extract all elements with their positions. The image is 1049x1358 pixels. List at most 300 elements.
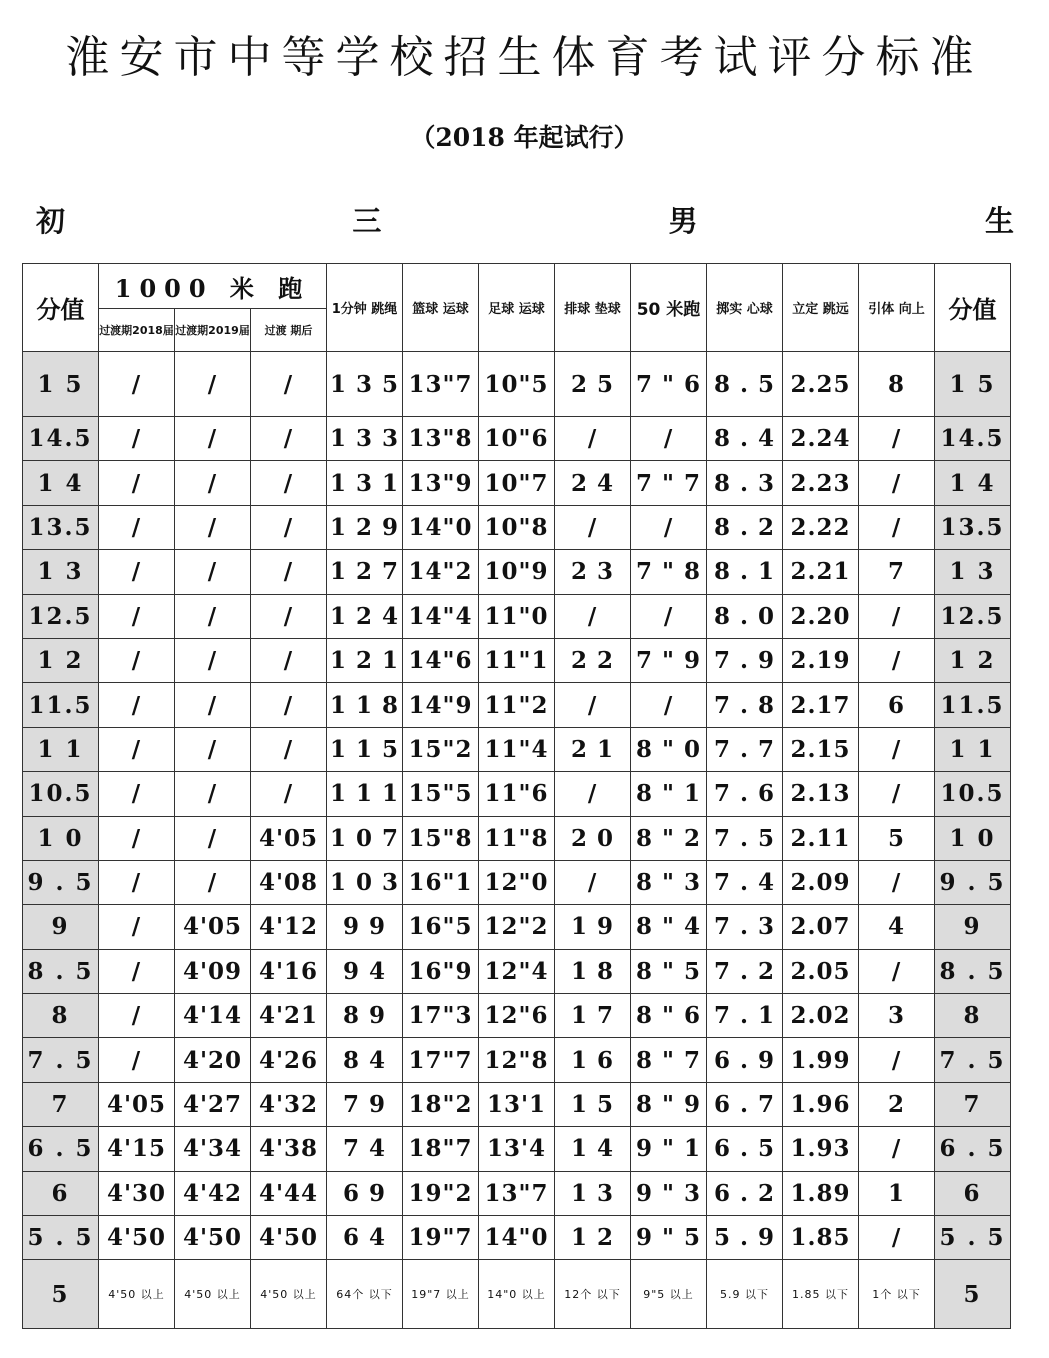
value-cell: / [99, 816, 175, 860]
header-volleyball-pass: 排球 垫球 [555, 264, 631, 352]
table-row [23, 994, 1011, 1038]
score-cell: 6 . 5 [935, 1127, 1011, 1171]
value-cell: 1 3 5 [327, 352, 403, 417]
value-cell: / [859, 727, 935, 771]
value-cell: 1 [859, 1171, 935, 1215]
value-cell: / [859, 638, 935, 682]
value-cell: 1 3 3 [327, 417, 403, 461]
header-football-dribble: 足球 运球 [479, 264, 555, 352]
header-rope-skipping: 1分钟 跳绳 [327, 264, 403, 352]
score-cell: 6 . 5 [23, 1127, 99, 1171]
category-char: 三 [352, 203, 382, 238]
score-cell: 9 [935, 905, 1011, 949]
value-cell: 12个 以下 [555, 1260, 631, 1329]
value-cell: 13'1 [479, 1082, 555, 1126]
value-cell: 14"0 以上 [479, 1260, 555, 1329]
value-cell: 1.96 [783, 1082, 859, 1126]
value-cell: / [99, 417, 175, 461]
value-cell: 17"7 [403, 1038, 479, 1082]
value-cell: 2.25 [783, 352, 859, 417]
value-cell: / [555, 683, 631, 727]
value-cell: / [251, 417, 327, 461]
table-row [23, 1216, 1011, 1260]
table-row [23, 727, 1011, 771]
score-cell: 11.5 [23, 683, 99, 727]
value-cell: 7 . 4 [707, 860, 783, 904]
value-cell: 6 . 2 [707, 1171, 783, 1215]
score-cell: 1 0 [935, 816, 1011, 860]
value-cell: 4'20 [175, 1038, 251, 1082]
value-cell: / [99, 994, 175, 1038]
value-cell: 1个 以下 [859, 1260, 935, 1329]
value-cell: 2.21 [783, 550, 859, 594]
value-cell: 2.02 [783, 994, 859, 1038]
value-cell: 2.05 [783, 949, 859, 993]
value-cell: 1 6 [555, 1038, 631, 1082]
value-cell: / [175, 860, 251, 904]
table-row [23, 949, 1011, 993]
table-row [23, 550, 1011, 594]
value-cell: 2.24 [783, 417, 859, 461]
value-cell: / [251, 683, 327, 727]
value-cell: 12"0 [479, 860, 555, 904]
value-cell: 7 " 9 [631, 638, 707, 682]
value-cell: 1 9 [555, 905, 631, 949]
value-cell: 1 2 4 [327, 594, 403, 638]
value-cell: / [175, 683, 251, 727]
table-row [23, 1127, 1011, 1171]
value-cell: / [251, 505, 327, 549]
value-cell: 19"7 [403, 1216, 479, 1260]
value-cell: 2 4 [555, 461, 631, 505]
value-cell: 4'14 [175, 994, 251, 1038]
score-cell: 5 . 5 [935, 1216, 1011, 1260]
header-transition-2018: 过渡期2018届 [99, 309, 175, 352]
value-cell: / [555, 860, 631, 904]
value-cell: 1.99 [783, 1038, 859, 1082]
value-cell: 8 " 9 [631, 1082, 707, 1126]
score-cell: 1 3 [23, 550, 99, 594]
value-cell: 8 " 5 [631, 949, 707, 993]
value-cell: / [859, 505, 935, 549]
value-cell: 6 [859, 683, 935, 727]
value-cell: 1 4 [555, 1127, 631, 1171]
value-cell: 1 1 5 [327, 727, 403, 771]
value-cell: 4'30 [99, 1171, 175, 1215]
header-medicine-ball: 掷实 心球 [707, 264, 783, 352]
value-cell: 9 4 [327, 949, 403, 993]
header-score-left: 分值 [23, 264, 99, 352]
value-cell: 4'42 [175, 1171, 251, 1215]
value-cell: 14"6 [403, 638, 479, 682]
score-cell: 1 5 [23, 352, 99, 417]
score-cell: 1 2 [23, 638, 99, 682]
value-cell: / [251, 638, 327, 682]
value-cell: 1.85 以下 [783, 1260, 859, 1329]
value-cell: / [175, 594, 251, 638]
value-cell: 7 . 7 [707, 727, 783, 771]
value-cell: 12"4 [479, 949, 555, 993]
value-cell: 1.93 [783, 1127, 859, 1171]
value-cell: / [251, 594, 327, 638]
value-cell: / [859, 594, 935, 638]
value-cell: 7 . 1 [707, 994, 783, 1038]
table-row [23, 417, 1011, 461]
value-cell: 2.22 [783, 505, 859, 549]
value-cell: 7 . 2 [707, 949, 783, 993]
value-cell: 2 2 [555, 638, 631, 682]
value-cell: 2 1 [555, 727, 631, 771]
value-cell: 4'05 [99, 1082, 175, 1126]
score-cell: 7 . 5 [935, 1038, 1011, 1082]
score-cell: 8 . 5 [935, 949, 1011, 993]
value-cell: 2.13 [783, 772, 859, 816]
value-cell: 10"5 [479, 352, 555, 417]
score-cell: 5 [935, 1260, 1011, 1329]
value-cell: 4'50 以上 [251, 1260, 327, 1329]
value-cell: 4'21 [251, 994, 327, 1038]
score-cell: 1 0 [23, 816, 99, 860]
value-cell: / [99, 683, 175, 727]
value-cell: / [99, 638, 175, 682]
value-cell: 2 0 [555, 816, 631, 860]
value-cell: 8 [859, 352, 935, 417]
value-cell: 7 " 8 [631, 550, 707, 594]
value-cell: 2 5 [555, 352, 631, 417]
value-cell: 64个 以下 [327, 1260, 403, 1329]
value-cell: / [175, 550, 251, 594]
header-pull-ups: 引体 向上 [859, 264, 935, 352]
value-cell: / [555, 417, 631, 461]
value-cell: 2 [859, 1082, 935, 1126]
score-cell: 9 . 5 [935, 860, 1011, 904]
header-basketball-dribble: 篮球 运球 [403, 264, 479, 352]
value-cell: 10"6 [479, 417, 555, 461]
value-cell: 1.85 [783, 1216, 859, 1260]
header-standing-jump: 立定 跳远 [783, 264, 859, 352]
value-cell: 2.23 [783, 461, 859, 505]
value-cell: 8 4 [327, 1038, 403, 1082]
value-cell: 4'34 [175, 1127, 251, 1171]
value-cell: 7 [859, 550, 935, 594]
value-cell: / [99, 949, 175, 993]
value-cell: 1 2 7 [327, 550, 403, 594]
value-cell: 12"2 [479, 905, 555, 949]
value-cell: 4'50 以上 [99, 1260, 175, 1329]
value-cell: / [175, 417, 251, 461]
value-cell: 16"5 [403, 905, 479, 949]
value-cell: 10"9 [479, 550, 555, 594]
table-row [23, 352, 1011, 417]
value-cell: 8 " 1 [631, 772, 707, 816]
value-cell: / [175, 461, 251, 505]
table-row [23, 1171, 1011, 1215]
value-cell: / [251, 727, 327, 771]
value-cell: / [631, 417, 707, 461]
value-cell: 8 " 7 [631, 1038, 707, 1082]
score-cell: 1 5 [935, 352, 1011, 417]
value-cell: 11"8 [479, 816, 555, 860]
table-row [23, 505, 1011, 549]
value-cell: 8 . 3 [707, 461, 783, 505]
value-cell: 14"0 [479, 1216, 555, 1260]
value-cell: 3 [859, 994, 935, 1038]
value-cell: 9"5 以上 [631, 1260, 707, 1329]
value-cell: / [251, 352, 327, 417]
value-cell: 16"1 [403, 860, 479, 904]
value-cell: 11"2 [479, 683, 555, 727]
table-row [23, 638, 1011, 682]
category-char: 初 [36, 203, 66, 238]
value-cell: 2.09 [783, 860, 859, 904]
value-cell: 14"0 [403, 505, 479, 549]
value-cell: 1.89 [783, 1171, 859, 1215]
value-cell: / [175, 772, 251, 816]
table-row [23, 461, 1011, 505]
score-cell: 5 [23, 1260, 99, 1329]
value-cell: 8 " 0 [631, 727, 707, 771]
value-cell: 7 . 8 [707, 683, 783, 727]
category-char: 生 [984, 203, 1014, 238]
value-cell: / [859, 1216, 935, 1260]
value-cell: / [99, 772, 175, 816]
value-cell: 15"8 [403, 816, 479, 860]
value-cell: 2.07 [783, 905, 859, 949]
value-cell: 10"7 [479, 461, 555, 505]
value-cell: 1 1 8 [327, 683, 403, 727]
header-50m-run: 50 米跑 [631, 264, 707, 352]
value-cell: 4'08 [251, 860, 327, 904]
value-cell: 6 . 7 [707, 1082, 783, 1126]
value-cell: 8 " 4 [631, 905, 707, 949]
value-cell: 13"8 [403, 417, 479, 461]
value-cell: 1 3 [555, 1171, 631, 1215]
score-cell: 1 1 [935, 727, 1011, 771]
value-cell: 8 . 5 [707, 352, 783, 417]
value-cell: 2.11 [783, 816, 859, 860]
score-cell: 9 . 5 [23, 860, 99, 904]
value-cell: / [631, 594, 707, 638]
value-cell: 11"4 [479, 727, 555, 771]
score-cell: 7 [23, 1082, 99, 1126]
score-cell: 1 2 [935, 638, 1011, 682]
category-char: 男 [668, 203, 698, 238]
value-cell: / [859, 461, 935, 505]
page-subtitle: （2018 年起试行） [410, 123, 639, 152]
value-cell: 1 2 1 [327, 638, 403, 682]
value-cell: 11"0 [479, 594, 555, 638]
value-cell: 4'50 以上 [175, 1260, 251, 1329]
value-cell: 4 [859, 905, 935, 949]
value-cell: 4'32 [251, 1082, 327, 1126]
header-transition-2019: 过渡期2019届 [175, 309, 251, 352]
value-cell: / [631, 505, 707, 549]
score-cell: 8 [935, 994, 1011, 1038]
value-cell: 4'16 [251, 949, 327, 993]
value-cell: / [859, 1038, 935, 1082]
value-cell: 7 . 3 [707, 905, 783, 949]
table-row [23, 860, 1011, 904]
table-row [23, 816, 1011, 860]
value-cell: 1 7 [555, 994, 631, 1038]
value-cell: 1 2 [555, 1216, 631, 1260]
value-cell: 14"9 [403, 683, 479, 727]
value-cell: 1 3 1 [327, 461, 403, 505]
value-cell: 8 . 2 [707, 505, 783, 549]
value-cell: 6 9 [327, 1171, 403, 1215]
score-cell: 8 [23, 994, 99, 1038]
value-cell: 9 " 3 [631, 1171, 707, 1215]
value-cell: 4'44 [251, 1171, 327, 1215]
table-row [23, 1082, 1011, 1126]
value-cell: 2 3 [555, 550, 631, 594]
value-cell: / [555, 594, 631, 638]
value-cell: / [251, 772, 327, 816]
value-cell: / [99, 505, 175, 549]
category-heading [36, 196, 1014, 242]
value-cell: 1 1 1 [327, 772, 403, 816]
value-cell: 4'27 [175, 1082, 251, 1126]
score-cell: 10.5 [23, 772, 99, 816]
value-cell: 13"9 [403, 461, 479, 505]
header-score-right: 分值 [935, 264, 1011, 352]
value-cell: 2.15 [783, 727, 859, 771]
value-cell: / [175, 727, 251, 771]
value-cell: 16"9 [403, 949, 479, 993]
value-cell: 5 [859, 816, 935, 860]
value-cell: 8 " 3 [631, 860, 707, 904]
value-cell: 15"5 [403, 772, 479, 816]
value-cell: / [251, 550, 327, 594]
value-cell: / [99, 860, 175, 904]
value-cell: 8 " 6 [631, 994, 707, 1038]
value-cell: 6 . 9 [707, 1038, 783, 1082]
value-cell: 4'12 [251, 905, 327, 949]
page-title: 淮安市中等学校招生体育考试评分标准 [65, 32, 984, 83]
score-cell: 1 4 [23, 461, 99, 505]
value-cell: 4'26 [251, 1038, 327, 1082]
value-cell: 14"2 [403, 550, 479, 594]
value-cell: 7 . 5 [707, 816, 783, 860]
value-cell: 4'50 [99, 1216, 175, 1260]
value-cell: 2.17 [783, 683, 859, 727]
value-cell: 5 . 9 [707, 1216, 783, 1260]
value-cell: 7 . 9 [707, 638, 783, 682]
score-cell: 13.5 [23, 505, 99, 549]
value-cell: / [859, 772, 935, 816]
value-cell: 4'50 [175, 1216, 251, 1260]
scoring-table [22, 263, 1011, 1329]
score-cell: 6 [23, 1171, 99, 1215]
value-cell: 6 . 5 [707, 1127, 783, 1171]
value-cell: 7 " 7 [631, 461, 707, 505]
value-cell: 1 2 9 [327, 505, 403, 549]
value-cell: 1 5 [555, 1082, 631, 1126]
value-cell: / [99, 905, 175, 949]
value-cell: 4'05 [175, 905, 251, 949]
value-cell: 8 " 2 [631, 816, 707, 860]
header-after-transition: 过渡 期后 [251, 309, 327, 352]
table-row [23, 1260, 1011, 1329]
value-cell: 13"7 [479, 1171, 555, 1215]
value-cell: 7 4 [327, 1127, 403, 1171]
score-cell: 11.5 [935, 683, 1011, 727]
value-cell: / [631, 683, 707, 727]
header-1000m-run: 1000 米 跑 [99, 264, 327, 309]
value-cell: / [555, 772, 631, 816]
value-cell: / [175, 816, 251, 860]
value-cell: 19"2 [403, 1171, 479, 1215]
score-cell: 8 . 5 [23, 949, 99, 993]
value-cell: 9 " 5 [631, 1216, 707, 1260]
value-cell: 1 0 3 [327, 860, 403, 904]
score-cell: 14.5 [23, 417, 99, 461]
score-cell: 9 [23, 905, 99, 949]
value-cell: 4'50 [251, 1216, 327, 1260]
value-cell: 1 8 [555, 949, 631, 993]
value-cell: 13"7 [403, 352, 479, 417]
score-cell: 7 . 5 [23, 1038, 99, 1082]
value-cell: / [251, 461, 327, 505]
value-cell: / [555, 505, 631, 549]
score-cell: 1 4 [935, 461, 1011, 505]
score-cell: 1 1 [23, 727, 99, 771]
value-cell: 19"7 以上 [403, 1260, 479, 1329]
value-cell: 8 . 1 [707, 550, 783, 594]
value-cell: 8 . 4 [707, 417, 783, 461]
value-cell: 5.9 以下 [707, 1260, 783, 1329]
value-cell: 10"8 [479, 505, 555, 549]
value-cell: / [859, 1127, 935, 1171]
value-cell: 13'4 [479, 1127, 555, 1171]
value-cell: / [175, 505, 251, 549]
table-row [23, 1038, 1011, 1082]
value-cell: 4'38 [251, 1127, 327, 1171]
score-cell: 12.5 [23, 594, 99, 638]
score-cell: 14.5 [935, 417, 1011, 461]
value-cell: 15"2 [403, 727, 479, 771]
value-cell: 7 . 6 [707, 772, 783, 816]
score-cell: 7 [935, 1082, 1011, 1126]
value-cell: 12"8 [479, 1038, 555, 1082]
value-cell: 7 " 6 [631, 352, 707, 417]
value-cell: / [175, 638, 251, 682]
table-row [23, 594, 1011, 638]
value-cell: / [99, 352, 175, 417]
value-cell: 4'15 [99, 1127, 175, 1171]
value-cell: 18"2 [403, 1082, 479, 1126]
value-cell: 4'09 [175, 949, 251, 993]
value-cell: 12"6 [479, 994, 555, 1038]
table-row [23, 905, 1011, 949]
value-cell: / [99, 1038, 175, 1082]
value-cell: 11"6 [479, 772, 555, 816]
value-cell: 9 9 [327, 905, 403, 949]
value-cell: / [859, 949, 935, 993]
value-cell: 6 4 [327, 1216, 403, 1260]
table-row [23, 683, 1011, 727]
value-cell: / [99, 461, 175, 505]
value-cell: 14"4 [403, 594, 479, 638]
table-row [23, 772, 1011, 816]
value-cell: 4'05 [251, 816, 327, 860]
value-cell: / [99, 594, 175, 638]
value-cell: 7 9 [327, 1082, 403, 1126]
value-cell: 17"3 [403, 994, 479, 1038]
value-cell: / [859, 417, 935, 461]
score-cell: 1 3 [935, 550, 1011, 594]
value-cell: / [99, 550, 175, 594]
